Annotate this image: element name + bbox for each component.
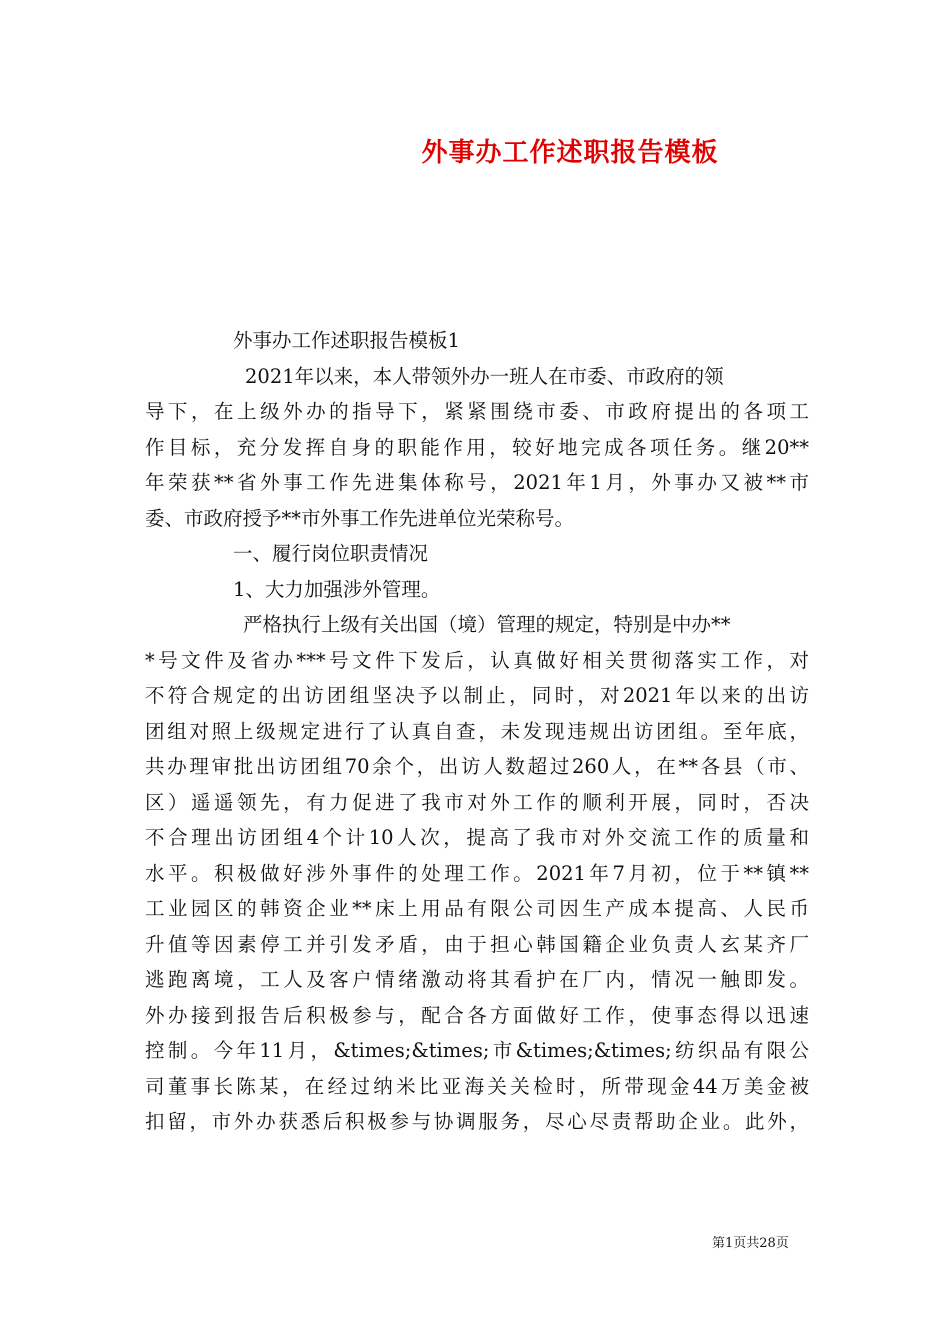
document-body <box>145 323 815 1140</box>
paragraph-line: 扣留，市外办获悉后积极参与协调服务，尽心尽责帮助企业。此外， <box>145 1110 809 1133</box>
paragraph-line: 外办接到报告后积极参与，配合各方面做好工作，使事态得以迅速 <box>145 1003 809 1027</box>
paragraph-line: 导下，在上级外办的指导下，紧紧围绕市委、市政府提出的各项工 <box>145 400 809 423</box>
paragraph-line: 2021年以来，本人带领外办一班人在市委、市政府的领 <box>245 364 724 388</box>
paragraph-line: 不符合规定的出访团组坚决予以制止，同时，对2021年以来的出访 <box>145 684 809 707</box>
paragraph-line: 升值等因素停工并引发矛盾，由于担心韩国籍企业负责人玄某齐厂 <box>145 932 809 956</box>
paragraph-line: 委、市政府授予**市外事工作先进单位光荣称号。 <box>145 506 575 530</box>
paragraph-line: 共办理审批出访团组70余个，出访人数超过260人，在**各县（市、 <box>145 755 809 778</box>
paragraph-line: 工业园区的韩资企业**床上用品有限公司因生产成本提高、人民币 <box>145 897 809 920</box>
paragraph-line: 团组对照上级规定进行了认真自查，未发现违规出访团组。至年底， <box>145 719 809 743</box>
paragraph-line: *号文件及省办***号文件下发后，认真做好相关贯彻落实工作，对 <box>145 648 809 672</box>
section-heading: 一、履行岗位职责情况 <box>233 542 429 565</box>
section-heading: 外事办工作述职报告模板1 <box>233 329 460 352</box>
paragraph-line: 控制。今年11月，&times;&times;市&times;&times;纺织品有限公 <box>145 1039 809 1062</box>
paragraph-line: 作目标，充分发挥自身的职能作用，较好地完成各项任务。继20** <box>145 435 809 459</box>
document-title: 外事办工作述职报告模板 <box>421 138 719 168</box>
paragraph-line: 逃跑离境，工人及客户情绪激动将其看护在厂内，情况一触即发。 <box>145 968 809 991</box>
paragraph-line: 水平。积极做好涉外事件的处理工作。2021年7月初，位于**镇** <box>145 861 809 885</box>
paragraph-line: 司董事长陈某，在经过纳米比亚海关关检时，所带现金44万美金被 <box>145 1074 809 1098</box>
subsection-heading: 1、大力加强涉外管理。 <box>233 577 441 601</box>
paragraph-line: 不合理出访团组4个计10人次，提高了我市对外交流工作的质量和 <box>145 826 809 849</box>
paragraph-line: 区）遥遥领先，有力促进了我市对外工作的顺利开展，同时，否决 <box>145 790 809 814</box>
paragraph-line: 年荣获**省外事工作先进集体称号，2021年1月，外事办又被**市 <box>145 471 809 494</box>
paragraph-line: 严格执行上级有关出国（境）管理的规定，特别是中办** <box>243 613 731 636</box>
page-number: 第1页共28页 <box>712 1236 789 1251</box>
